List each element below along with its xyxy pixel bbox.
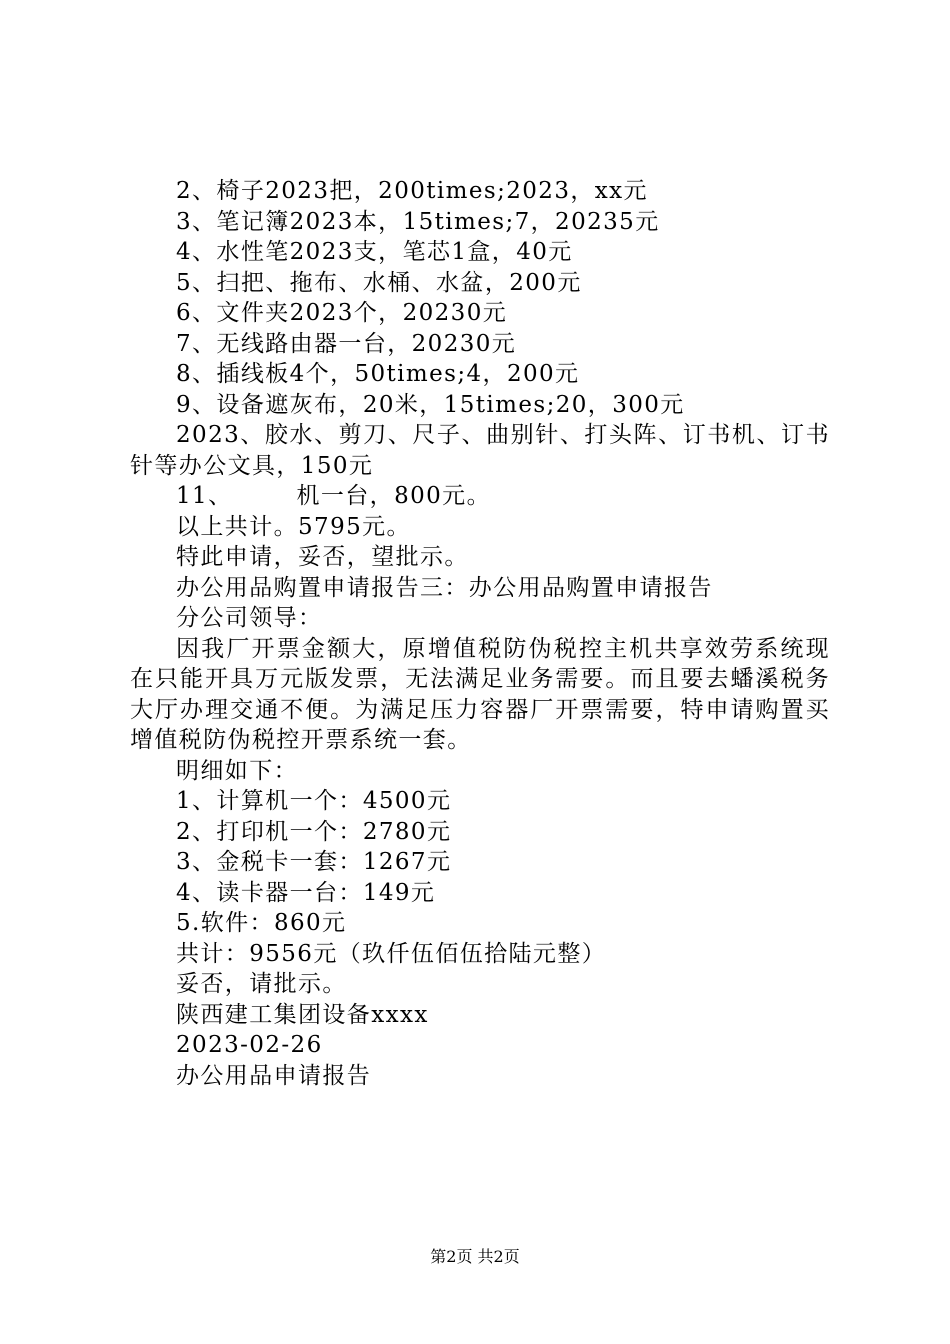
list-item: 7、无线路由器一台，20230元 [176,330,517,357]
body-paragraph: 因我厂开票金额大，原增值税防伪税控主机共享效劳系统现在只能开具万元版发票，无法满足业务需要。而且要去蟠溪税务大厅办理交通不便。为满足压力容器厂开票需要，特申请购置买增值税防伪税控开票系统一套。 [130,635,830,753]
total-line: 以上共计。5795元。 [176,513,411,540]
section-title: 办公用品购置申请报告三：办公用品购置申请报告 [176,574,713,601]
final-title: 办公用品申请报告 [176,1062,372,1089]
page-footer: 第2页 共2页 [430,1247,520,1266]
list-item: 2、椅子2023把，200times;2023，xx元 [176,178,648,204]
list-item-11 [130,481,830,512]
details-heading: 明细如下： [176,757,298,784]
detail-item: 3、金税卡一套：1267元 [176,849,452,875]
detail-item: 5.软件：860元 [176,910,347,936]
list-item-10: 2023、胶水、剪刀、尺子、曲别针、打头阵、订书机、订书针等办公文具，150元 [130,422,830,479]
date: 2023-02-26 [176,1032,323,1058]
salutation: 分公司领导： [176,605,323,631]
list-item: 4、水性笔2023支，笔芯1盒，40元 [176,239,573,265]
details-total: 共计：9556元（玖仟伍佰伍拾陆元整） [176,940,607,967]
request-line: 特此申请，妥否，望批示。 [176,544,469,570]
list-item: 5、扫把、拖布、水桶、水盆，200元 [176,269,582,296]
organization-name: 陕西建工集团设备xxxx [176,1001,429,1028]
list-item-11-suffix: 机一台，800元。 [296,483,491,509]
list-item: 3、笔记簿2023本，15times;7，20235元 [176,208,660,235]
detail-item: 2、打印机一个：2780元 [176,818,452,845]
list-item: 6、文件夹2023个，20230元 [176,300,508,326]
detail-item: 1、计算机一个：4500元 [176,788,452,814]
document-body [130,176,830,1091]
list-item-11-prefix: 11、 [176,483,233,509]
list-item: 9、设备遮灰布，20米，15times;20，300元 [176,391,685,418]
list-item: 8、插线板4个，50times;4，200元 [176,361,580,387]
detail-item: 4、读卡器一台：149元 [176,879,436,906]
closing-line: 妥否，请批示。 [176,971,347,997]
